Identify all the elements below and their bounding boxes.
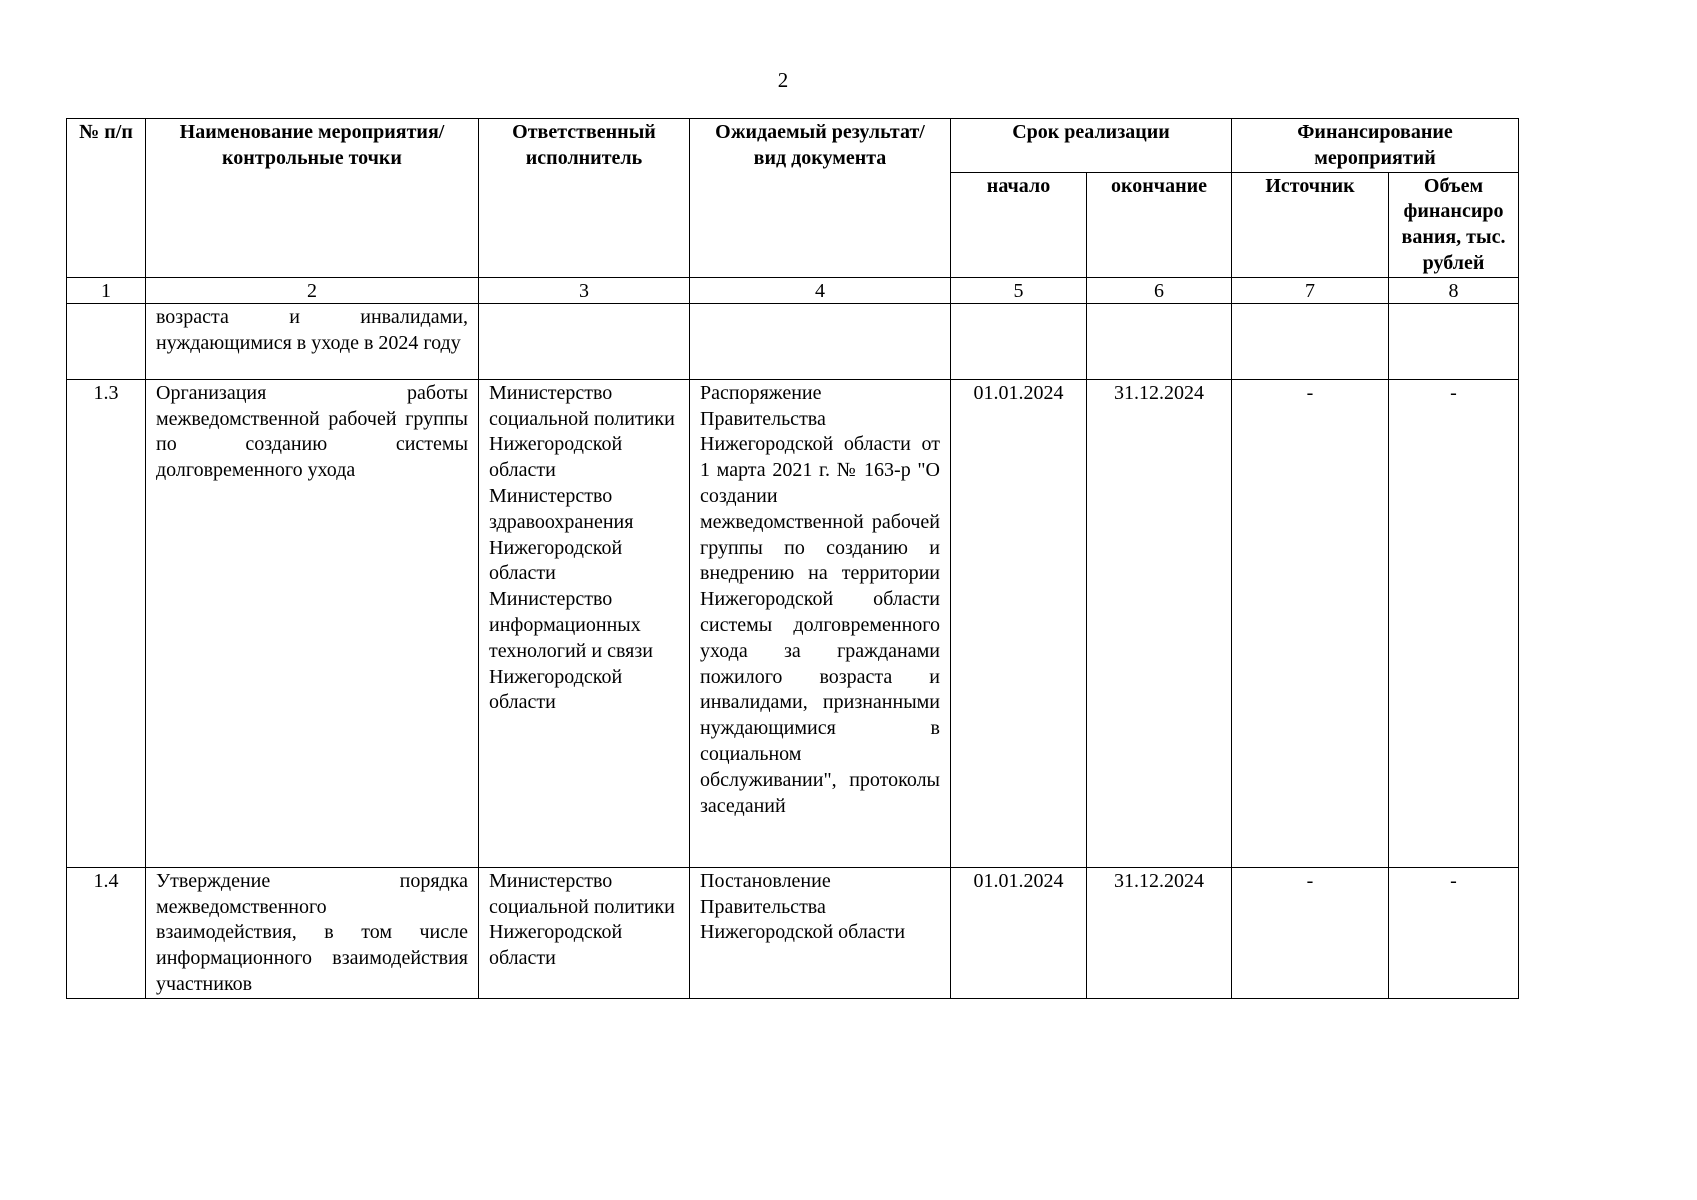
header-term-start: начало — [951, 172, 1087, 277]
column-number: 8 — [1389, 277, 1519, 303]
column-number: 3 — [479, 277, 690, 303]
row-num — [67, 303, 146, 379]
page-number: 2 — [777, 68, 789, 92]
row-responsible — [479, 303, 690, 379]
row-responsible: Министерство социальной политики Нижегородской области Министерство здравоохранения Нижегородской области Министерство информационных технологий и связи Нижегородской области — [479, 379, 690, 867]
header-name: Наименование мероприятия/ контрольные точки — [146, 119, 479, 278]
row-name: Организация работы межведомственной рабочей группы по созданию системы долговременного ухода — [146, 379, 479, 867]
row-source: - — [1232, 379, 1389, 867]
row-num: 1.3 — [67, 379, 146, 867]
column-number-row — [67, 277, 1519, 303]
row-end: 31.12.2024 — [1087, 379, 1232, 867]
row-start — [951, 303, 1087, 379]
header-volume: Объем финансиро вания, тыс. рублей — [1389, 172, 1519, 277]
row-result: Распоряжение Правительства Нижегородской области от 1 марта 2021 г. № 163-р "О создании межведомственной рабочей группы по созданию и внедрению на территории Нижегородской области системы долговременного ухода за гражданами пожилого возраста и инвалидами, признанными нуждающимися в социальном обслуживании", протоколы заседаний — [690, 379, 951, 867]
header-num: № п/п — [67, 119, 146, 278]
row-result — [690, 303, 951, 379]
header-result: Ожидаемый результат/вид документа — [690, 119, 951, 278]
header-term-end: окончание — [1087, 172, 1232, 277]
header-term: Срок реализации — [951, 119, 1232, 173]
column-number: 5 — [951, 277, 1087, 303]
row-name: Утверждение порядка межведомственного взаимодействия, в том числе информационного взаимодействия участников — [146, 867, 479, 998]
column-number: 4 — [690, 277, 951, 303]
table-row — [67, 303, 1519, 379]
events-table — [66, 118, 1519, 999]
row-source: - — [1232, 867, 1389, 998]
header-responsible: Ответственный исполнитель — [479, 119, 690, 278]
column-number: 6 — [1087, 277, 1232, 303]
row-name: возраста и инвалидами, нуждающимися в уходе в 2024 году — [146, 303, 479, 379]
row-volume: - — [1389, 867, 1519, 998]
row-num: 1.4 — [67, 867, 146, 998]
header-financing: Финансирование мероприятий — [1232, 119, 1519, 173]
header-row — [67, 119, 1519, 173]
column-number: 2 — [146, 277, 479, 303]
column-number: 1 — [67, 277, 146, 303]
row-responsible: Министерство социальной политики Нижегородской области — [479, 867, 690, 998]
row-start: 01.01.2024 — [951, 379, 1087, 867]
row-start: 01.01.2024 — [951, 867, 1087, 998]
row-source — [1232, 303, 1389, 379]
row-end — [1087, 303, 1232, 379]
row-end: 31.12.2024 — [1087, 867, 1232, 998]
column-number: 7 — [1232, 277, 1389, 303]
row-result: Постановление Правительства Нижегородской области — [690, 867, 951, 998]
header-source: Источник — [1232, 172, 1389, 277]
row-volume — [1389, 303, 1519, 379]
table-row — [67, 379, 1519, 867]
row-volume: - — [1389, 379, 1519, 867]
table-row — [67, 867, 1519, 998]
